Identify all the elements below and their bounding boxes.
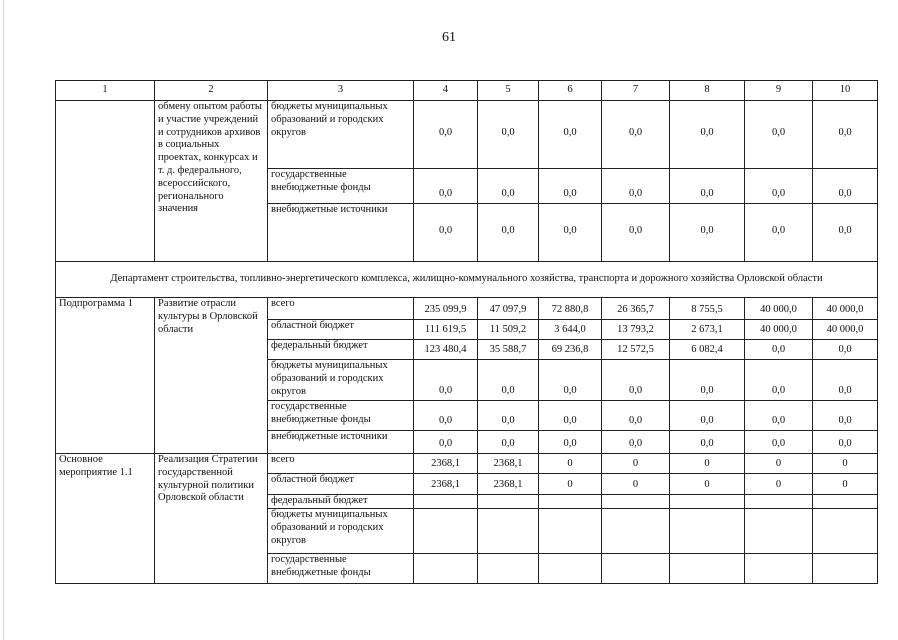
value-cell: 0 bbox=[539, 474, 602, 495]
value-cell bbox=[745, 554, 813, 584]
value-cell: 40 000,0 bbox=[813, 320, 878, 340]
value-cell: 0 bbox=[745, 474, 813, 495]
header-cell: 7 bbox=[602, 81, 670, 101]
value-cell: 0,0 bbox=[539, 401, 602, 431]
program-level-cell bbox=[56, 101, 155, 262]
value-cell: 0,0 bbox=[670, 204, 745, 262]
value-cell: 0,0 bbox=[414, 401, 478, 431]
page-number: 61 bbox=[442, 30, 456, 45]
value-cell: 0,0 bbox=[602, 101, 670, 169]
budget-table bbox=[55, 80, 878, 584]
value-cell: 26 365,7 bbox=[602, 298, 670, 320]
value-cell: 0 bbox=[670, 454, 745, 474]
value-cell: 11 509,2 bbox=[478, 320, 539, 340]
value-cell: 0,0 bbox=[670, 360, 745, 401]
value-cell bbox=[745, 509, 813, 554]
value-cell: 0 bbox=[539, 454, 602, 474]
value-cell: 0,0 bbox=[414, 101, 478, 169]
value-cell: 0,0 bbox=[813, 431, 878, 454]
value-cell bbox=[813, 554, 878, 584]
value-cell: 0,0 bbox=[745, 204, 813, 262]
value-cell bbox=[813, 509, 878, 554]
value-cell: 0,0 bbox=[602, 431, 670, 454]
value-cell bbox=[414, 509, 478, 554]
value-cell: 0,0 bbox=[670, 101, 745, 169]
value-cell: 0,0 bbox=[602, 360, 670, 401]
value-cell bbox=[670, 554, 745, 584]
table-row bbox=[56, 454, 878, 474]
value-cell: 0,0 bbox=[813, 340, 878, 360]
value-cell: 0,0 bbox=[478, 204, 539, 262]
funding-source-cell: федеральный бюджет bbox=[268, 495, 414, 509]
value-cell: 72 880,8 bbox=[539, 298, 602, 320]
value-cell: 35 588,7 bbox=[478, 340, 539, 360]
value-cell bbox=[539, 495, 602, 509]
value-cell: 0,0 bbox=[539, 431, 602, 454]
funding-source-cell: бюджеты муниципальных образований и городских округов bbox=[268, 360, 414, 401]
funding-source-cell: областной бюджет bbox=[268, 474, 414, 495]
header-cell: 5 bbox=[478, 81, 539, 101]
program-name-cell: Реализация Стратегии государственной культурной политики Орловской области bbox=[155, 454, 268, 584]
funding-source-cell: государственные внебюджетные фонды bbox=[268, 401, 414, 431]
funding-source-cell: всего bbox=[268, 298, 414, 320]
value-cell bbox=[745, 495, 813, 509]
funding-source-cell: областной бюджет bbox=[268, 320, 414, 340]
value-cell bbox=[478, 554, 539, 584]
value-cell: 0,0 bbox=[670, 401, 745, 431]
value-cell: 2368,1 bbox=[478, 454, 539, 474]
header-cell: 2 bbox=[155, 81, 268, 101]
value-cell bbox=[670, 509, 745, 554]
value-cell: 0,0 bbox=[602, 401, 670, 431]
program-name-cell: Развитие отрасли культуры в Орловской области bbox=[155, 298, 268, 454]
value-cell: 0 bbox=[813, 474, 878, 495]
header-cell: 1 bbox=[56, 81, 155, 101]
program-name-cell: обмену опытом работы и участие учреждений и сотрудников архивов в социальных проектах, конкурсах и т. д. федерального, всероссийского, регионального значения bbox=[155, 101, 268, 262]
value-cell bbox=[478, 509, 539, 554]
value-cell: 0,0 bbox=[539, 204, 602, 262]
program-level-cell: Основное мероприятие 1.1 bbox=[56, 454, 155, 584]
scan-edge-line bbox=[3, 0, 4, 640]
value-cell: 0,0 bbox=[670, 431, 745, 454]
header-cell: 9 bbox=[745, 81, 813, 101]
department-row bbox=[56, 262, 878, 298]
value-cell: 2368,1 bbox=[478, 474, 539, 495]
value-cell: 0 bbox=[602, 474, 670, 495]
value-cell: 69 236,8 bbox=[539, 340, 602, 360]
value-cell: 0,0 bbox=[813, 204, 878, 262]
value-cell: 0,0 bbox=[478, 169, 539, 204]
funding-source-cell: бюджеты муниципальных образований и городских округов bbox=[268, 509, 414, 554]
value-cell: 40 000,0 bbox=[813, 298, 878, 320]
value-cell: 0,0 bbox=[602, 204, 670, 262]
table-row bbox=[56, 298, 878, 320]
value-cell bbox=[539, 554, 602, 584]
value-cell: 2 673,1 bbox=[670, 320, 745, 340]
value-cell: 2368,1 bbox=[414, 474, 478, 495]
value-cell: 0,0 bbox=[414, 169, 478, 204]
value-cell bbox=[813, 495, 878, 509]
value-cell: 0 bbox=[602, 454, 670, 474]
value-cell: 40 000,0 bbox=[745, 320, 813, 340]
header-cell: 8 bbox=[670, 81, 745, 101]
value-cell: 0,0 bbox=[414, 360, 478, 401]
value-cell: 0,0 bbox=[602, 169, 670, 204]
value-cell: 0,0 bbox=[745, 360, 813, 401]
value-cell: 0,0 bbox=[813, 360, 878, 401]
value-cell: 0 bbox=[670, 474, 745, 495]
value-cell: 0 bbox=[813, 454, 878, 474]
value-cell bbox=[539, 509, 602, 554]
value-cell: 0,0 bbox=[478, 431, 539, 454]
value-cell: 0,0 bbox=[539, 360, 602, 401]
funding-source-cell: федеральный бюджет bbox=[268, 340, 414, 360]
value-cell: 13 793,2 bbox=[602, 320, 670, 340]
department-title: Департамент строительства, топливно-энергетического комплекса, жилищно-коммунального хозяйства, транспорта и дорожного хозяйства Орловской области bbox=[56, 262, 878, 298]
funding-source-cell: всего bbox=[268, 454, 414, 474]
funding-source-cell: государственные внебюджетные фонды bbox=[268, 169, 414, 204]
value-cell: 0,0 bbox=[478, 101, 539, 169]
value-cell: 0,0 bbox=[745, 101, 813, 169]
value-cell: 12 572,5 bbox=[602, 340, 670, 360]
value-cell: 0,0 bbox=[478, 401, 539, 431]
value-cell: 6 082,4 bbox=[670, 340, 745, 360]
value-cell: 0,0 bbox=[745, 401, 813, 431]
value-cell: 3 644,0 bbox=[539, 320, 602, 340]
value-cell: 0,0 bbox=[414, 204, 478, 262]
value-cell: 123 480,4 bbox=[414, 340, 478, 360]
funding-source-cell: внебюджетные источники bbox=[268, 431, 414, 454]
header-row bbox=[56, 81, 878, 101]
value-cell: 0,0 bbox=[813, 401, 878, 431]
value-cell: 0,0 bbox=[813, 169, 878, 204]
value-cell: 0,0 bbox=[813, 101, 878, 169]
value-cell bbox=[670, 495, 745, 509]
value-cell: 0,0 bbox=[539, 101, 602, 169]
header-cell: 4 bbox=[414, 81, 478, 101]
value-cell: 0 bbox=[745, 454, 813, 474]
value-cell bbox=[602, 509, 670, 554]
value-cell bbox=[478, 495, 539, 509]
value-cell: 0,0 bbox=[414, 431, 478, 454]
funding-source-cell: внебюджетные источники bbox=[268, 204, 414, 262]
table-row bbox=[56, 101, 878, 169]
value-cell: 0,0 bbox=[745, 431, 813, 454]
value-cell: 0,0 bbox=[478, 360, 539, 401]
value-cell: 8 755,5 bbox=[670, 298, 745, 320]
value-cell bbox=[602, 554, 670, 584]
value-cell: 0,0 bbox=[745, 340, 813, 360]
funding-source-cell: государственные внебюджетные фонды bbox=[268, 554, 414, 584]
header-cell: 3 bbox=[268, 81, 414, 101]
value-cell: 0,0 bbox=[745, 169, 813, 204]
header-cell: 6 bbox=[539, 81, 602, 101]
value-cell: 47 097,9 bbox=[478, 298, 539, 320]
program-level-cell: Подпрограмма 1 bbox=[56, 298, 155, 454]
value-cell bbox=[602, 495, 670, 509]
value-cell: 0,0 bbox=[539, 169, 602, 204]
header-cell: 10 bbox=[813, 81, 878, 101]
funding-source-cell: бюджеты муниципальных образований и городских округов bbox=[268, 101, 414, 169]
value-cell: 2368,1 bbox=[414, 454, 478, 474]
value-cell bbox=[414, 495, 478, 509]
value-cell: 235 099,9 bbox=[414, 298, 478, 320]
value-cell: 40 000,0 bbox=[745, 298, 813, 320]
value-cell: 0,0 bbox=[670, 169, 745, 204]
value-cell: 111 619,5 bbox=[414, 320, 478, 340]
value-cell bbox=[414, 554, 478, 584]
